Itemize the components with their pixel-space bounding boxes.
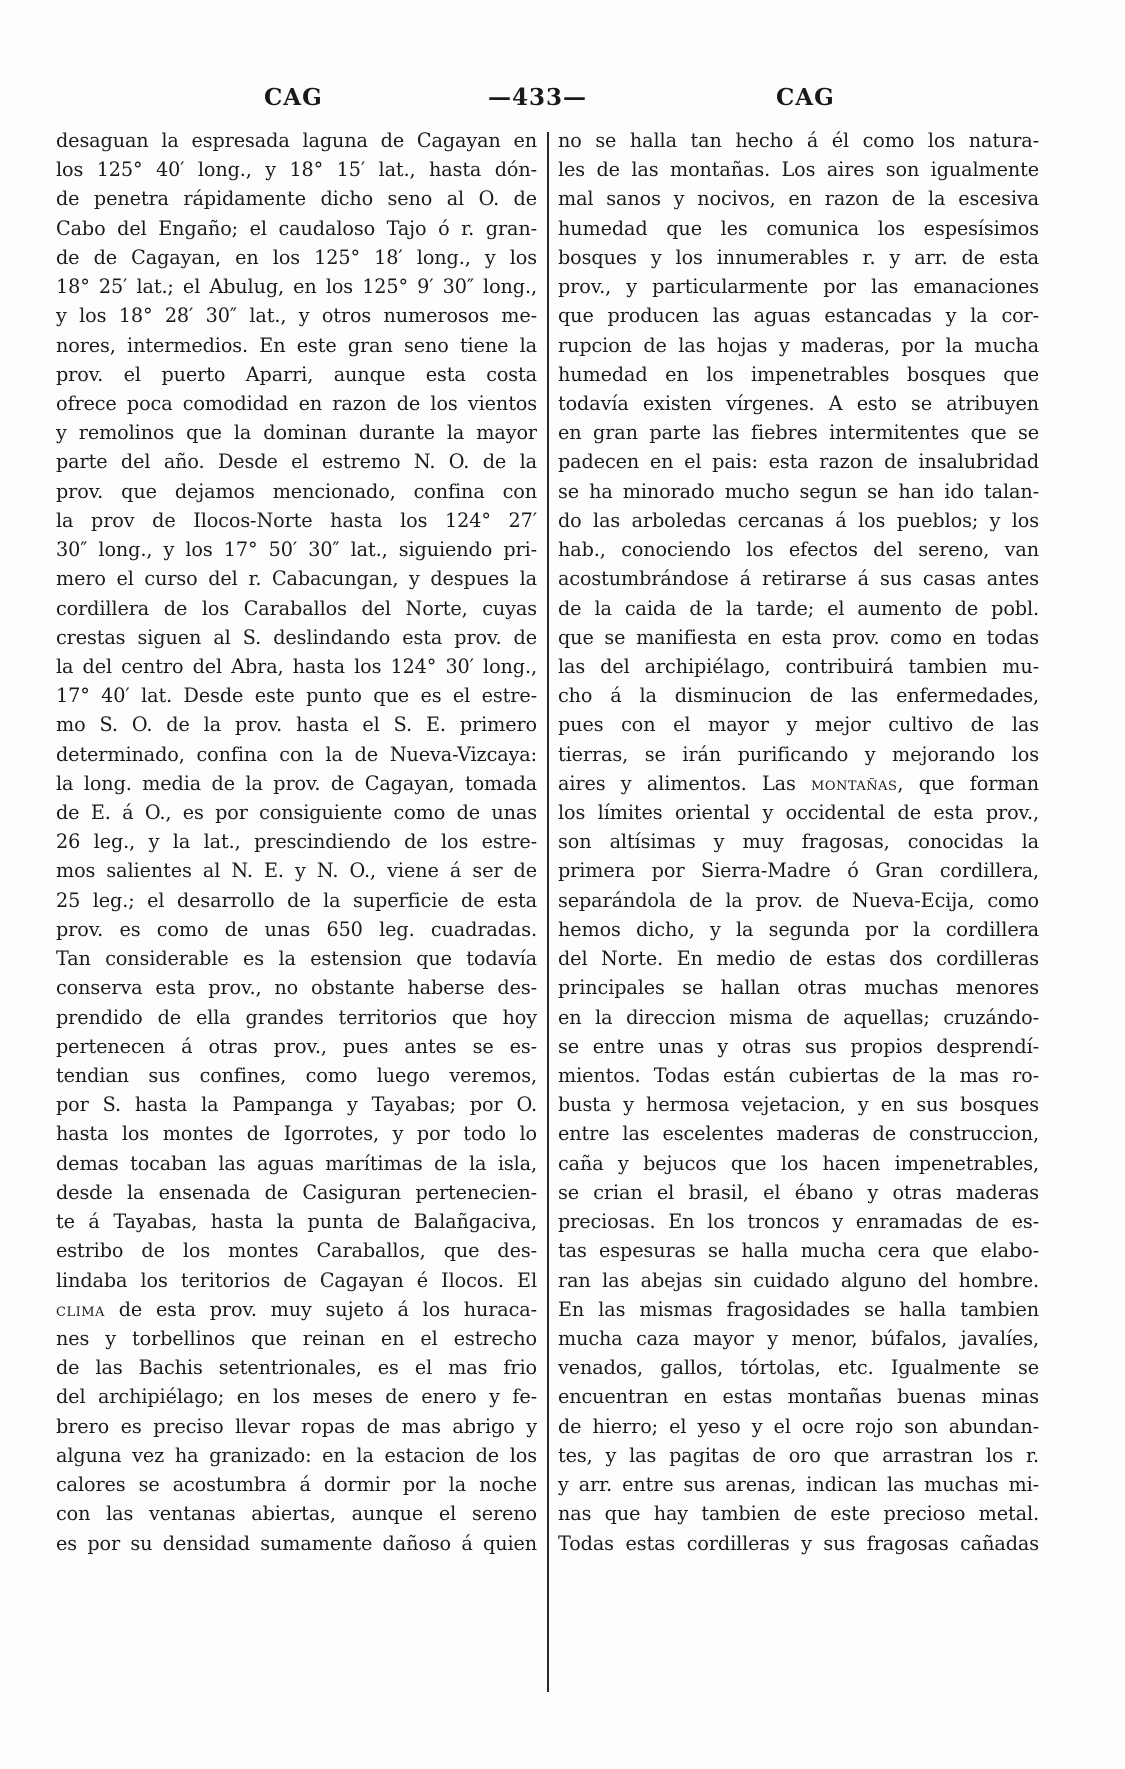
text-line: acostumbrándose á retirarse á sus casas antes (558, 567, 1039, 591)
text-line: determinado, confina con la de Nueva-Vizcaya: (56, 742, 537, 766)
text-line: lindaba los teritorios de Cagayan é Ilocos. El (56, 1268, 537, 1292)
text-line: principales se hallan otras muchas menores (558, 976, 1039, 1000)
text-line: prov. es como de unas 650 leg. cuadradas. (56, 917, 537, 941)
text-line: padecen en el pais: esta razon de insalubridad (558, 450, 1039, 474)
text-line: pertenecen á otras prov., pues antes se es- (56, 1034, 537, 1058)
left-text-column (56, 126, 537, 1558)
text-line: 25 leg.; el desarrollo de la superficie de esta (56, 888, 537, 912)
text-line: busta y hermosa vejetacion, y en sus bosques (558, 1093, 1039, 1117)
text-line: estribo de los montes Caraballos, que des- (56, 1239, 537, 1263)
text-line: y arr. entre sus arenas, indican las muchas mi- (558, 1473, 1039, 1497)
text-line: y los 18° 28′ 30″ lat., y otros numerosos me- (56, 304, 537, 328)
text-line: Tan considerable es la estension que todavía (56, 947, 537, 971)
text-line: humedad que les comunica los espesísimos (558, 216, 1039, 240)
section-keyword: montañas (811, 771, 898, 795)
text-line: nores, intermedios. En este gran seno tiene la (56, 333, 537, 357)
text-line: demas tocaban las aguas marítimas de la isla, (56, 1151, 537, 1175)
text-line: tes, y las pagitas de oro que arrastran los r. (558, 1443, 1039, 1467)
text-line: les de las montañas. Los aires son igualmente (558, 158, 1039, 182)
text-line: parte del año. Desde el estremo N. O. de la (56, 450, 537, 474)
text-line: es por su densidad sumamente dañoso á quien (56, 1531, 537, 1555)
text-line: 30″ long., y los 17° 50′ 30″ lat., siguiendo pri- (56, 538, 537, 562)
header-right-keyword: CAG (776, 84, 835, 111)
text-line: de penetra rápidamente dicho seno al O. de (56, 187, 537, 211)
text-line: no se halla tan hecho á él como los natura- (558, 129, 1039, 152)
text-line: la del centro del Abra, hasta los 124° 30′ long., (56, 654, 537, 678)
text-line: nas que hay tambien de este precioso metal. (558, 1502, 1039, 1526)
text-line: tas espesuras se halla mucha cera que elabo- (558, 1239, 1039, 1263)
text-line: con las ventanas abiertas, aunque el sereno (56, 1502, 537, 1526)
text-line: 17° 40′ lat. Desde este punto que es el estre- (56, 684, 537, 708)
text-line: aires y alimentos. Las montañas, que forman (558, 771, 1039, 795)
text-line: bosques y los innumerables r. y arr. de esta (558, 245, 1039, 269)
text-line: entre las escelentes maderas de construccion, (558, 1122, 1039, 1146)
text-line: mucha caza mayor y menor, búfalos, javalíes, (558, 1326, 1039, 1350)
text-line: encuentran en estas montañas buenas minas (558, 1385, 1039, 1409)
text-line: cho á la disminucion de las enfermedades, (558, 684, 1039, 708)
text-line: pues con el mayor y mejor cultivo de las (558, 713, 1039, 737)
text-line: clima de esta prov. muy sujeto á los huraca- (56, 1297, 537, 1321)
text-line: de de Cagayan, en los 125° 18′ long., y los (56, 245, 537, 269)
text-line: y remolinos que la dominan durante la mayor (56, 421, 537, 445)
page-number: —433— (488, 84, 588, 111)
text-line: desde la ensenada de Casiguran pertenecien- (56, 1180, 537, 1204)
text-line: brero es preciso llevar ropas de mas abrigo y (56, 1414, 537, 1438)
text-line: 18° 25′ lat.; el Abulug, en los 125° 9′ 30″ long., (56, 275, 537, 299)
text-line: se ha minorado mucho segun se han ido talan- (558, 479, 1039, 503)
text-line: mal sanos y nocivos, en razon de la escesiva (558, 187, 1039, 211)
header-left-keyword: CAG (264, 84, 323, 111)
text-line: son altísimas y muy fragosas, conocidas la (558, 830, 1039, 854)
text-line: alguna vez ha granizado: en la estacion de los (56, 1443, 537, 1467)
text-line: ran las abejas sin cuidado alguno del hombre. (558, 1268, 1039, 1292)
text-line: separándola de la prov. de Nueva-Ecija, como (558, 888, 1039, 912)
text-line: primera por Sierra-Madre ó Gran cordillera, (558, 859, 1039, 883)
text-line: de la caida de la tarde; el aumento de pobl. (558, 596, 1039, 620)
text-line: la prov de Ilocos-Norte hasta los 124° 27′ (56, 508, 537, 532)
text-line: prov. que dejamos mencionado, confina con (56, 479, 537, 503)
text-line: se crian el brasil, el ébano y otras maderas (558, 1180, 1039, 1204)
text-line: te á Tayabas, hasta la punta de Balañgaciva, (56, 1210, 537, 1234)
text-line: en la direccion misma de aquellas; cruzándo- (558, 1005, 1039, 1029)
text-line: mos salientes al N. E. y N. O., viene á ser de (56, 859, 537, 883)
text-line: crestas siguen al S. deslindando esta prov. de (56, 625, 537, 649)
text-line: de las Bachis setentrionales, es el mas frio (56, 1356, 537, 1380)
text-line: de E. á O., es por consiguiente como de unas (56, 801, 537, 825)
text-line: prov. el puerto Aparri, aunque esta costa (56, 362, 537, 386)
text-line: nes y torbellinos que reinan en el estrecho (56, 1326, 537, 1350)
text-line: de hierro; el yeso y el ocre rojo son abundan- (558, 1414, 1039, 1438)
text-line: por S. hasta la Pampanga y Tayabas; por O. (56, 1093, 537, 1117)
text-line: en gran parte las fiebres intermitentes que se (558, 421, 1039, 445)
text-line: que producen las aguas estancadas y la cor- (558, 304, 1039, 328)
section-keyword: clima (56, 1297, 105, 1321)
text-line: do las arboledas cercanas á los pueblos; y los (558, 508, 1039, 532)
text-line: todavía existen vírgenes. A esto se atribuyen (558, 391, 1039, 415)
text-line: prendido de ella grandes territorios que hoy (56, 1005, 537, 1029)
text-line: los límites oriental y occidental de esta prov., (558, 801, 1039, 825)
text-line: conserva esta prov., no obstante haberse des- (56, 976, 537, 1000)
text-line: la long. media de la prov. de Cagayan, tomada (56, 771, 537, 795)
text-line: desaguan la espresada laguna de Cagayan en (56, 129, 537, 152)
column-divider-rule (547, 132, 549, 1692)
text-line: que se manifiesta en esta prov. como en todas (558, 625, 1039, 649)
text-line: 26 leg., y la lat., prescindiendo de los estre- (56, 830, 537, 854)
text-line: las del archipiélago, contribuirá tambien mu- (558, 654, 1039, 678)
text-line: Cabo del Engaño; el caudaloso Tajo ó r. gran- (56, 216, 537, 240)
text-line: caña y bejucos que los hacen impenetrables, (558, 1151, 1039, 1175)
text-line: del archipiélago; en los meses de enero y fe- (56, 1385, 537, 1409)
text-line: tierras, se irán purificando y mejorando los (558, 742, 1039, 766)
text-line: tendian sus confines, como luego veremos, (56, 1064, 537, 1087)
text-line: hasta los montes de Igorrotes, y por todo lo (56, 1122, 537, 1146)
text-line: mientos. Todas están cubiertas de la mas ro- (558, 1064, 1039, 1087)
text-line: ofrece poca comodidad en razon de los vientos (56, 391, 537, 415)
text-line: mo S. O. de la prov. hasta el S. E. primero (56, 713, 537, 737)
text-line: hemos dicho, y la segunda por la cordillera (558, 917, 1039, 941)
text-line: preciosas. En los troncos y enramadas de es- (558, 1210, 1039, 1234)
text-line: rupcion de las hojas y maderas, por la mucha (558, 333, 1039, 357)
text-line: humedad en los impenetrables bosques que (558, 362, 1039, 386)
text-line: cordillera de los Caraballos del Norte, cuyas (56, 596, 537, 620)
text-line: venados, gallos, tórtolas, etc. Igualmente se (558, 1356, 1039, 1380)
text-line: prov., y particularmente por las emanaciones (558, 275, 1039, 299)
right-text-column (558, 126, 1039, 1558)
text-line: los 125° 40′ long., y 18° 15′ lat., hasta dón- (56, 158, 537, 182)
text-line: mero el curso del r. Cabacungan, y despues la (56, 567, 537, 591)
text-line: del Norte. En medio de estas dos cordilleras (558, 947, 1039, 971)
text-line: se entre unas y otras sus propios desprendí- (558, 1034, 1039, 1058)
text-line: En las mismas fragosidades se halla tambien (558, 1297, 1039, 1321)
running-head (56, 84, 1042, 118)
text-line: calores se acostumbra á dormir por la noche (56, 1473, 537, 1497)
text-line: Todas estas cordilleras y sus fragosas cañadas (558, 1531, 1039, 1555)
text-line: hab., conociendo los efectos del sereno, van (558, 538, 1039, 562)
